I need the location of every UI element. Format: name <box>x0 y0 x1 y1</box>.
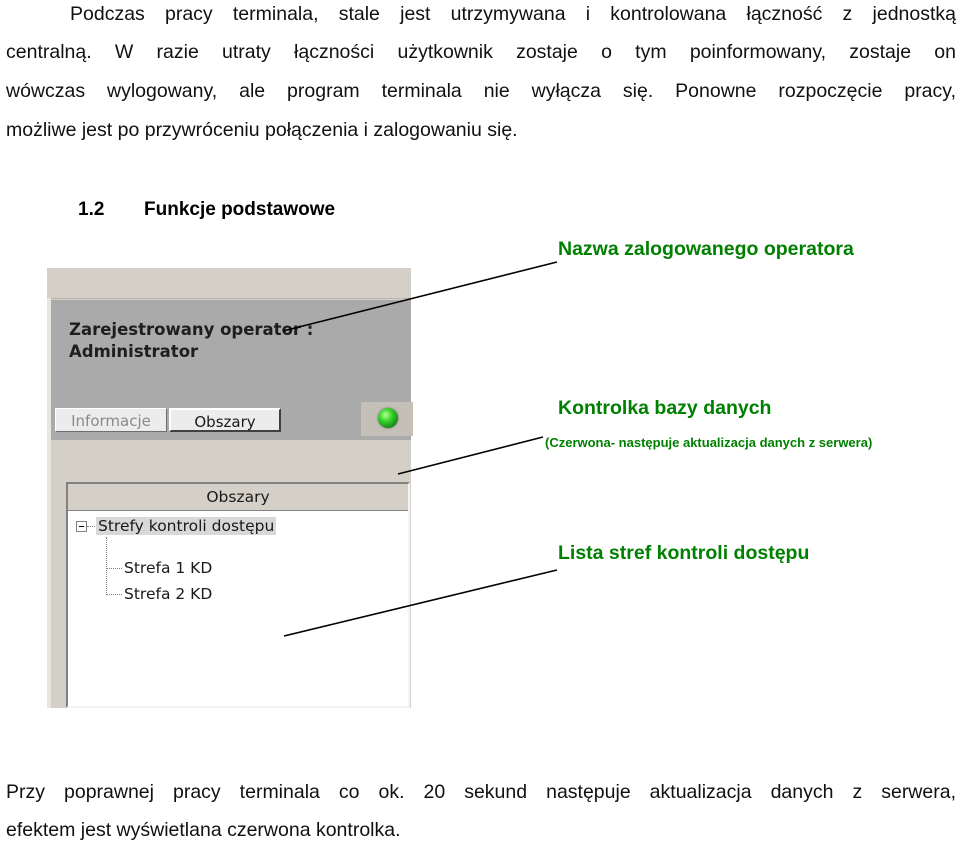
tab-informacje[interactable]: Informacje <box>55 408 167 432</box>
leader-line-operator <box>283 262 557 331</box>
callout-db-indicator: Kontrolka bazy danych <box>558 397 772 419</box>
intro-line: wówczas wylogowany, ale program terminala nie wyłącza się. Ponowne rozpoczęcie pracy, <box>6 80 956 102</box>
callout-db-indicator-note: (Czerwona- następuje aktualizacja danych z serwera) <box>545 435 873 450</box>
tab-obszary[interactable]: Obszary <box>169 408 281 432</box>
leader-line-zones <box>284 570 557 636</box>
intro-line: Podczas pracy terminala, stale jest utrzymywana i kontrolowana łączność z jednostką <box>70 3 956 25</box>
callout-operator-name: Nazwa zalogowanego operatora <box>558 238 854 260</box>
operator-label: Zarejestrowany operator : <box>69 320 314 339</box>
leader-line-indicator <box>398 437 543 474</box>
callout-zone-list: Lista stref kontroli dostępu <box>558 542 810 564</box>
closing-line: efektem jest wyświetlana czerwona kontrolka. <box>6 819 401 841</box>
section-title: Funkcje podstawowe <box>144 199 336 220</box>
tree-root-label: Strefy kontroli dostępu <box>98 517 275 535</box>
operator-name: Administrator <box>69 342 199 361</box>
tree-header: Obszary <box>68 484 408 511</box>
section-number: 1.2 <box>78 199 105 220</box>
intro-line: możliwe jest po przywróceniu połączenia i zalogowaniu się. <box>6 119 518 141</box>
closing-line: Przy poprawnej pracy terminala co ok. 20 sekund następuje aktualizacja danych z serwera, <box>6 781 956 803</box>
intro-line: centralną. W razie utraty łączności użytkownik zostaje o tym poinformowany, zostaje on <box>6 41 956 63</box>
tree-child-node[interactable]: Strefa 1 KD <box>124 559 213 577</box>
tree-child-node[interactable]: Strefa 2 KD <box>124 585 213 603</box>
